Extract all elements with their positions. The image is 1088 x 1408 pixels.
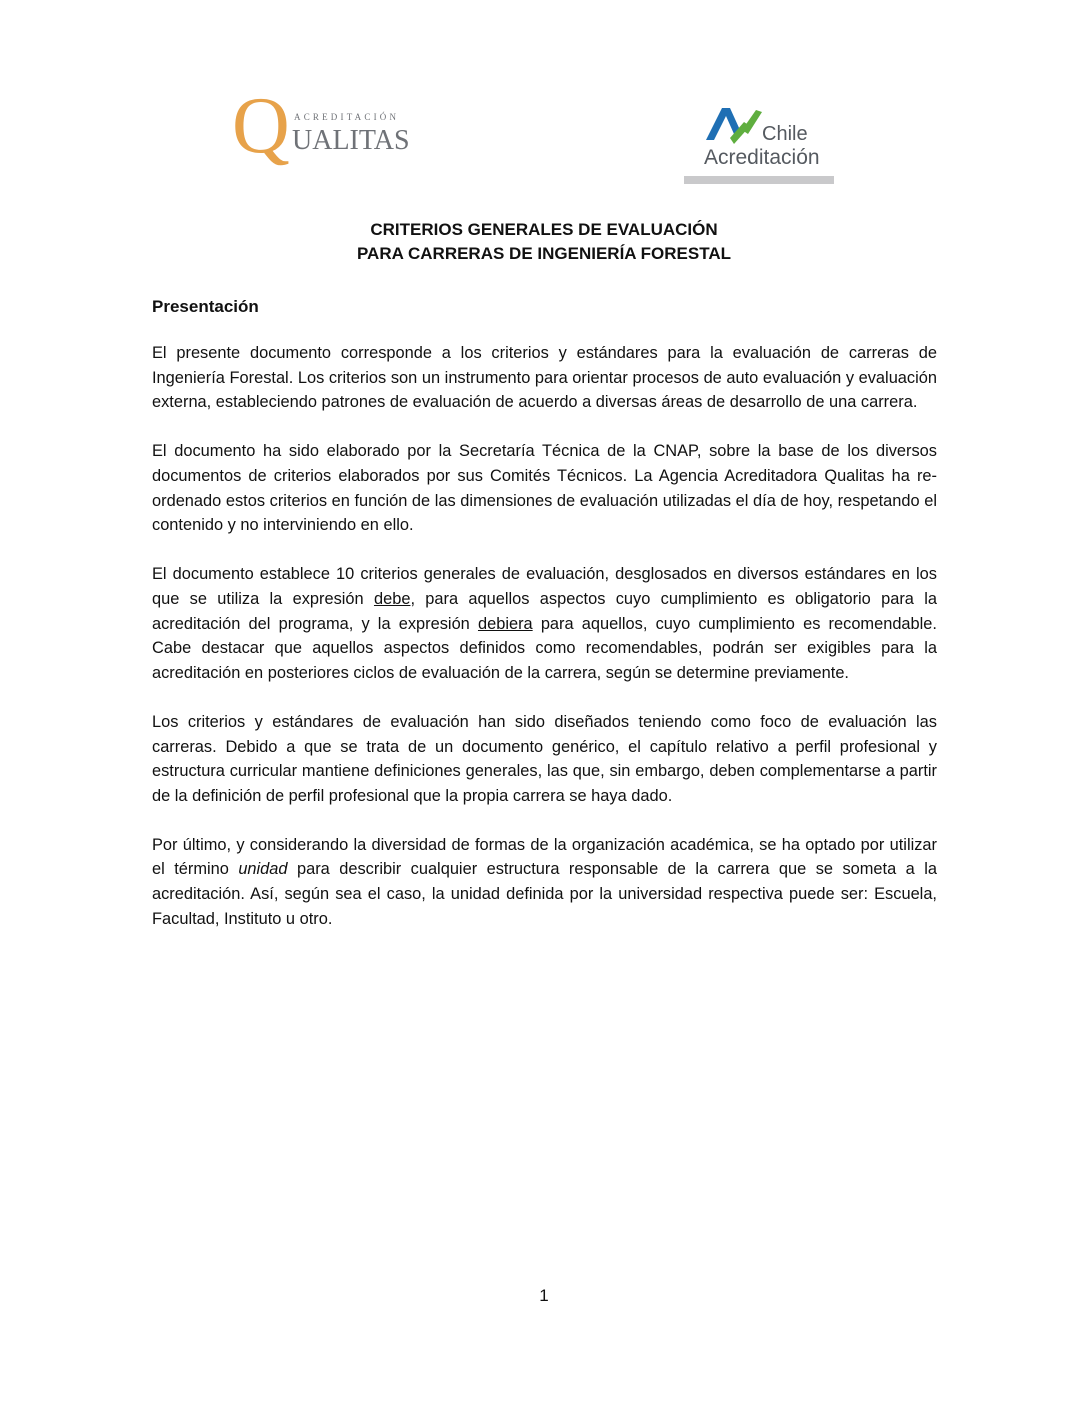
body-text bbox=[152, 341, 937, 956]
page-number: 1 bbox=[539, 1286, 549, 1305]
qualitas-logo bbox=[232, 86, 424, 182]
chile-logo-acreditacion: Acreditación bbox=[704, 146, 820, 169]
chile-logo-word: Chile bbox=[762, 123, 808, 145]
paragraph-5 bbox=[152, 833, 937, 931]
term-unidad: unidad bbox=[238, 860, 288, 879]
qualitas-logo-small-text: ACREDITACIÓN bbox=[294, 112, 400, 122]
paragraph-2: El documento ha sido elaborado por la Secretaría Técnica de la CNAP, sobre la base de los diversos documentos de criterios elaborados por sus Comités Técnicos. La Agencia Acreditadora Qualitas ha re-ordenado estos criterios en función de las dimensiones de evaluación utilizadas el día de hoy, respetando el contenido y no interviniendo en ello. bbox=[152, 442, 937, 535]
qualitas-logo-q: Q bbox=[232, 86, 290, 170]
paragraph-1: El presente documento corresponde a los criterios y estándares para la evaluación de carreras de Ingeniería Forestal. Los criterios son un instrumento para orientar procesos de auto evaluación y evaluación externa, estableciendo patrones de evaluación de acuerdo a diversas áreas de desarrollo de una carrera. bbox=[152, 344, 937, 412]
paragraph-3-part-1: El documento establece 10 criterios generales de evaluación, desglosados en diversos estándares en los que se utiliza la expresión bbox=[152, 565, 937, 608]
title-line-2: PARA CARRERAS DE INGENIERÍA FORESTAL bbox=[356, 244, 732, 263]
term-debiera: debiera bbox=[477, 614, 533, 633]
chile-acreditacion-mark-icon bbox=[684, 100, 834, 176]
paragraph-3 bbox=[152, 562, 937, 685]
qualitas-logo-word: UALITAS bbox=[292, 125, 410, 156]
section-heading: Presentación bbox=[152, 297, 259, 316]
chile-logo-bar bbox=[684, 176, 834, 184]
title-line-1: CRITERIOS GENERALES DE EVALUACIÓN bbox=[370, 220, 718, 239]
paragraph-5-part-2: para describir cualquier estructura responsable de la carrera que se someta a la acreditación. Así, según sea el caso, la unidad definida por la universidad respectiva puede ser: Escuela, Facultad, Instituto u otro. bbox=[152, 860, 937, 928]
paragraph-3-part-2: , para aquellos aspectos cuyo cumplimiento es obligatorio para la acreditación del programa, y la expresión bbox=[152, 589, 937, 633]
paragraph-4: Los criterios y estándares de evaluación han sido diseñados teniendo como foco de evaluación las carreras. Debido a que se trata de un documento genérico, el capítulo relativo a perfil profesional y estructura curricular mantiene definiciones generales, las que, sin embargo, deben complementarse a partir de la definición de perfil profesional que la propia carrera se haya dado. bbox=[152, 712, 937, 805]
paragraph-3-part-3: para aquellos, cuyo cumplimiento es recomendable. Cabe destacar que aquellos aspectos definidos como recomendables, podrán ser exigibles para la acreditación en posteriores ciclos de evaluación de la carrera, según se determine previamente. bbox=[152, 614, 937, 682]
document-title bbox=[0, 218, 1088, 266]
paragraph-5-part-1: Por último, y considerando la diversidad de formas de la organización académica, se ha optado por utilizar el término bbox=[152, 835, 937, 879]
chile-acreditacion-logo bbox=[684, 100, 834, 186]
term-debe: debe bbox=[373, 589, 411, 608]
